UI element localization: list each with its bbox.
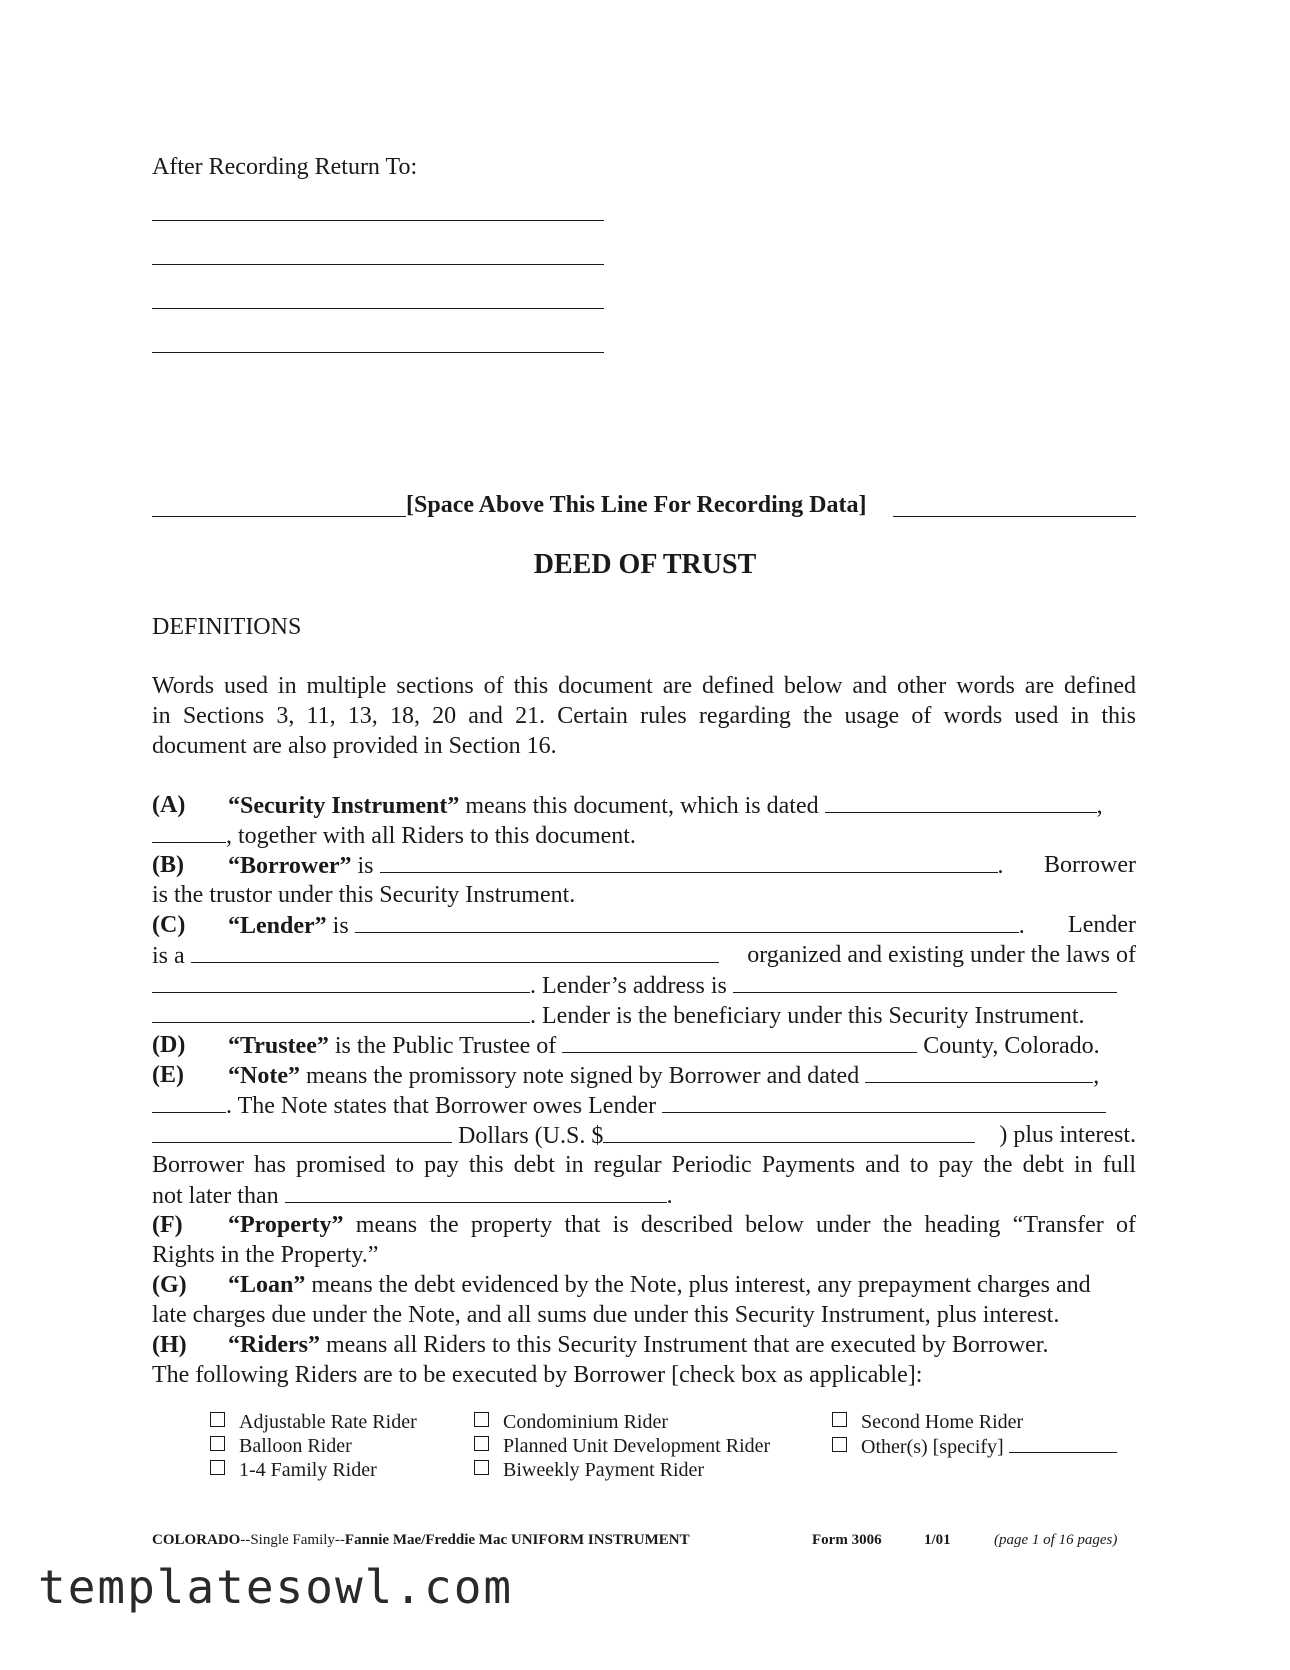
footer-state: COLORADO <box>152 1532 241 1548</box>
intro-line-1: Words used in multiple sections of this document are defined below and other words are defined <box>152 673 1136 699</box>
section-b-label: (B) <box>152 852 184 878</box>
return-heading: After Recording Return To: <box>152 154 418 180</box>
return-address-line-2[interactable] <box>152 264 604 265</box>
checkbox[interactable] <box>832 1437 847 1452</box>
section-b-tail: Borrower <box>1044 852 1136 878</box>
section-b-text: is <box>351 853 380 879</box>
rider-balloon[interactable] <box>210 1434 352 1458</box>
section-e-line-2 <box>152 1090 1106 1121</box>
section-c-term: “Lender” <box>228 913 327 939</box>
rider-label: Second Home Rider <box>861 1411 1024 1433</box>
banner-rule-right <box>893 516 1136 517</box>
section-b-line-1: “Borrower” is . <box>228 850 1004 881</box>
checkbox[interactable] <box>832 1412 847 1427</box>
section-d-term: “Trustee” <box>228 1033 329 1059</box>
section-d-text-2: County, Colorado. <box>917 1033 1100 1059</box>
section-f-line-1 <box>228 1210 1136 1240</box>
section-e-line-4: Borrower has promised to pay this debt in regular Periodic Payments and to pay the debt in full <box>152 1152 1136 1178</box>
section-e-text-3: Dollars (U.S. $ <box>452 1123 604 1149</box>
rider-label: Biweekly Payment Rider <box>503 1459 705 1481</box>
maturity-date-field[interactable] <box>285 1180 667 1203</box>
section-e-term: “Note” <box>228 1063 300 1089</box>
return-address-line-4[interactable] <box>152 352 604 353</box>
return-address-line-3[interactable] <box>152 308 604 309</box>
section-c-label: (C) <box>152 912 186 938</box>
rider-1-4-family[interactable] <box>210 1458 377 1482</box>
rider-label: Other(s) [specify] <box>861 1436 1004 1458</box>
checkbox[interactable] <box>210 1412 225 1427</box>
section-f-line-2: Rights in the Property.” <box>152 1242 379 1268</box>
section-c-line-2-tail: organized and existing under the laws of <box>747 942 1136 968</box>
loan-amount-dollars-field[interactable] <box>603 1120 975 1143</box>
section-b-term: “Borrower” <box>228 853 352 879</box>
section-a-term: “Security Instrument” <box>228 793 460 819</box>
section-e-label: (E) <box>152 1062 184 1088</box>
section-e-text: means the promissory note signed by Borrower and dated <box>299 1063 866 1089</box>
section-a-line-1: “Security Instrument” means this document, which is dated , <box>228 790 1103 821</box>
section-h-label: (H) <box>152 1332 187 1358</box>
trustee-county-field[interactable] <box>562 1030 917 1053</box>
security-instrument-year-field[interactable] <box>152 820 226 843</box>
rider-label: Condominium Rider <box>503 1411 668 1433</box>
rider-biweekly[interactable] <box>474 1458 704 1482</box>
footer-uniform: Fannie Mae/Freddie Mac UNIFORM INSTRUMENT <box>344 1532 690 1548</box>
footer-page: (page 1 of 16 pages) <box>994 1532 1118 1548</box>
section-d-label: (D) <box>152 1032 186 1058</box>
section-h-line-1 <box>228 1330 1048 1360</box>
section-c-line-2 <box>152 940 719 971</box>
footer-instrument <box>152 1530 690 1550</box>
section-g-text: means the debt evidenced by the Note, plus interest, any prepayment charges and <box>305 1272 1091 1298</box>
intro-line-2: in Sections 3, 11, 13, 18, 20 and 21. Certain rules regarding the usage of words used in this <box>152 703 1136 729</box>
section-a-label: (A) <box>152 792 186 818</box>
security-instrument-date-field[interactable] <box>825 790 1097 813</box>
return-address-line-1[interactable] <box>152 220 604 221</box>
watermark: templatesowl.com <box>38 1560 514 1614</box>
section-c-tail: Lender <box>1068 912 1136 938</box>
section-e-text-2: . The Note states that Borrower owes Lender <box>226 1093 663 1119</box>
lender-address-field-2[interactable] <box>152 1000 530 1023</box>
section-b-line-2: is the trustor under this Security Instrument. <box>152 882 576 908</box>
section-g-line-1 <box>228 1270 1091 1300</box>
definitions-heading: DEFINITIONS <box>152 614 302 640</box>
section-e-line-5: not later than . <box>152 1180 673 1211</box>
lender-entity-type-field[interactable] <box>191 940 719 963</box>
checkbox[interactable] <box>210 1460 225 1475</box>
checkbox[interactable] <box>474 1436 489 1451</box>
borrower-name-field[interactable] <box>380 850 998 873</box>
intro-line-3: document are also provided in Section 16. <box>152 733 557 759</box>
lender-address-field-1[interactable] <box>733 970 1117 993</box>
lender-name-field[interactable] <box>355 910 1019 933</box>
section-a-text: means this document, which is dated <box>459 793 825 819</box>
section-e-text-6: not later than <box>152 1183 285 1209</box>
section-d-line-1 <box>228 1030 1100 1061</box>
loan-amount-words-field-2[interactable] <box>152 1120 452 1143</box>
rider-label: Planned Unit Development Rider <box>503 1435 771 1457</box>
section-f-text: means the property that is described below under the heading “Transfer of <box>343 1212 1136 1238</box>
rider-adjustable-rate[interactable] <box>210 1410 417 1434</box>
section-f-label: (F) <box>152 1212 183 1238</box>
section-c-line-1: “Lender” is . <box>228 910 1025 941</box>
note-date-field[interactable] <box>865 1060 1093 1083</box>
section-c-text: is <box>326 913 355 939</box>
rider-pud[interactable] <box>474 1434 770 1458</box>
section-f-term: “Property” <box>228 1212 344 1238</box>
section-h-text: means all Riders to this Security Instrument that are executed by Borrower. <box>320 1332 1049 1358</box>
section-e-line-3-tail: ) plus interest. <box>999 1122 1136 1148</box>
footer-form: Form 3006 <box>812 1532 882 1548</box>
section-h-term: “Riders” <box>228 1332 320 1358</box>
section-c-text-4: . Lender is the beneficiary under this Security Instrument. <box>530 1003 1085 1029</box>
section-g-label: (G) <box>152 1272 187 1298</box>
section-e-line-1: “Note” means the promissory note signed by Borrower and dated , <box>228 1060 1099 1091</box>
recording-banner: [Space Above This Line For Recording Data] <box>406 492 867 518</box>
rider-second-home[interactable] <box>832 1410 1023 1434</box>
checkbox[interactable] <box>210 1436 225 1451</box>
rider-other-specify-field[interactable] <box>1009 1434 1117 1453</box>
rider-condominium[interactable] <box>474 1410 668 1434</box>
footer-date: 1/01 <box>924 1532 951 1548</box>
banner-rule-left <box>152 516 406 517</box>
section-c-text-3: . Lender’s address is <box>530 973 733 999</box>
rider-other[interactable] <box>832 1434 1117 1459</box>
footer-type: --Single Family-- <box>240 1532 345 1548</box>
section-a-line-2 <box>152 820 636 851</box>
section-c-line-4 <box>152 1000 1085 1031</box>
rider-label: 1-4 Family Rider <box>239 1459 377 1481</box>
lender-jurisdiction-field[interactable] <box>152 970 530 993</box>
checkbox[interactable] <box>474 1460 489 1475</box>
checkbox[interactable] <box>474 1412 489 1427</box>
rider-label: Adjustable Rate Rider <box>239 1411 417 1433</box>
section-g-line-2: late charges due under the Note, and all sums due under this Security Instrument, plus interest. <box>152 1302 1060 1328</box>
section-c-text-2a: is a <box>152 943 191 969</box>
rider-label: Balloon Rider <box>239 1435 352 1457</box>
section-d-text: is the Public Trustee of <box>328 1033 563 1059</box>
section-a-text-2: , together with all Riders to this document. <box>226 823 636 849</box>
section-h-line-2: The following Riders are to be executed by Borrower [check box as applicable]: <box>152 1362 923 1388</box>
section-c-line-3 <box>152 970 1117 1001</box>
section-e-line-3 <box>152 1120 975 1151</box>
note-year-field[interactable] <box>152 1090 226 1113</box>
section-g-term: “Loan” <box>228 1272 306 1298</box>
loan-amount-words-field-1[interactable] <box>662 1090 1106 1113</box>
document-title: DEED OF TRUST <box>533 549 757 580</box>
